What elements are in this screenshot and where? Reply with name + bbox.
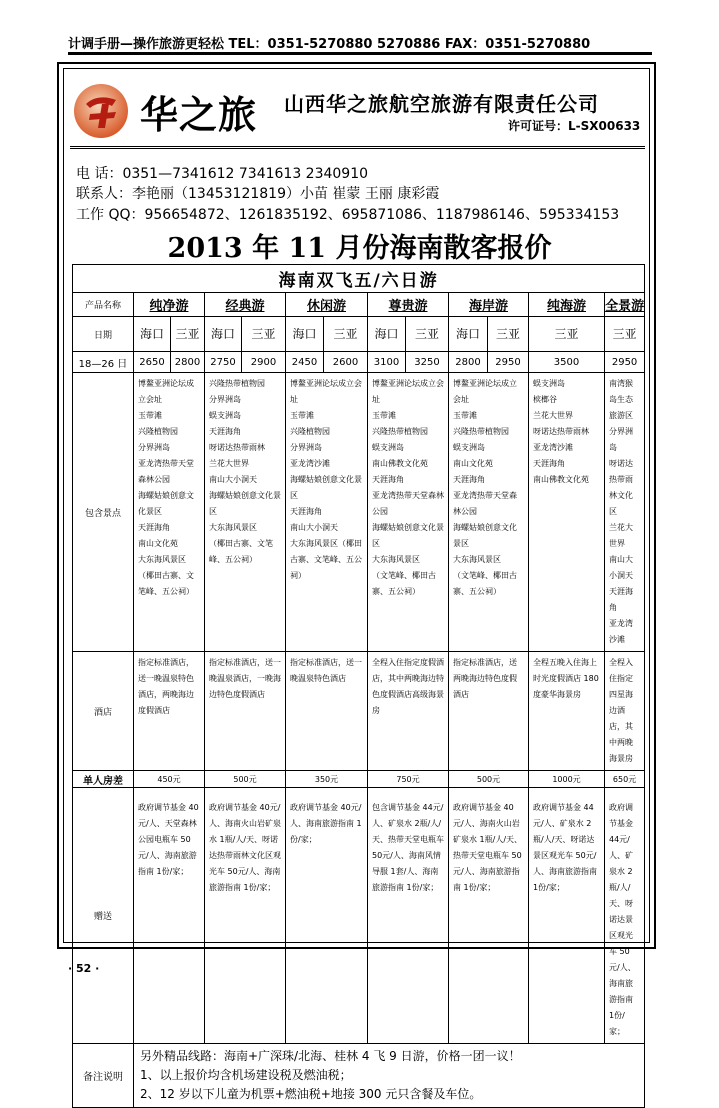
header-divider [70,146,645,149]
spot-item: 蜈支洲岛 [372,443,404,452]
brand-name: 华之旅 [140,92,258,137]
price-table [72,264,645,1108]
gift-info: 政府调节基金 44元/人、矿泉水 2瓶/人/天、呀诺达景区观光车 50元/人、海南旅游指南 1份/家； [605,788,645,1044]
label-notes: 备注说明 [73,1044,134,1108]
spot-item: 南山大小洞天 [290,523,338,532]
page-title: 2013 年 11 月份海南散客报价 [167,233,552,264]
company-logo-icon [72,82,130,140]
spot-item: 兰花大世界 [209,459,249,468]
product-name: 全景游 [605,293,645,317]
price-cell: 2450 [286,352,324,373]
spots-list [605,373,645,652]
label-single: 单人房差 [73,771,134,788]
gift-info: 政府调节基金 40元/人、海南火山岩矿泉水 1瓶/人/天、呀诺达热带雨林文化区观光车 50元/人、海南旅游指南 1份/家； [205,788,286,1044]
contact-qq: 工作 QQ：956654872、1261835192、695871086、1187986146、595334153 [76,207,620,223]
single-supplement: 500元 [205,771,286,788]
spot-item: 天涯海角 [609,587,633,612]
spot-item: 分界洲岛 [609,427,633,452]
product-name: 纯海游 [529,293,605,317]
spot-item: 南湾猴岛生态旅游区 [609,379,633,420]
single-supplement: 750元 [368,771,449,788]
spot-item: 玉带滩 [290,411,314,420]
spot-item: 亚龙湾沙滩 [290,459,330,468]
city-sanya: 三亚 [529,317,605,352]
city-haikou: 海口 [134,317,171,352]
price-cell: 2950 [605,352,645,373]
product-name: 尊贵游 [368,293,449,317]
label-product: 产品名称 [73,293,134,317]
note-line: 另外精品线路：海南+广深珠/北海、桂林 4 飞 9 日游，价格一团一议！ [140,1049,521,1063]
single-supplement: 650元 [605,771,645,788]
spot-item: 天涯海角 [453,475,485,484]
spot-item: 玉带滩 [372,411,396,420]
spot-item: 海螺姑娘创意文化景区 [372,523,444,548]
spot-item: （文笔峰、椰田古寨、五公祠） [453,571,517,596]
spot-item: 大东海风景区 [372,555,420,564]
spot-item: 南山大小洞天 [209,475,257,484]
label-gift: 赠送 [73,788,134,1044]
spot-item: 博鳌亚洲论坛成立会址 [453,379,517,404]
spot-item: 呀诺达热带雨林 [533,427,589,436]
spot-item: 兰花大世界 [609,523,633,548]
spot-item: 分界洲岛 [290,443,322,452]
city-sanya: 三亚 [242,317,286,352]
spot-item: 天涯海角 [372,475,404,484]
spot-item: 蜈支洲岛 [453,443,485,452]
spot-item: 天涯海角 [138,523,170,532]
spot-item: 亚龙湾热带天堂森林公园 [453,491,517,516]
city-haikou: 海口 [368,317,406,352]
spot-item: 亚龙湾热带天堂森林公园 [372,491,444,516]
single-supplement: 450元 [134,771,205,788]
spots-list [368,373,449,652]
spot-item: 天涯海角 [533,459,565,468]
spot-item: 海螺姑娘创意文化景区 [138,491,194,516]
city-sanya: 三亚 [605,317,645,352]
gift-info: 政府调节基金 40元/人、海南旅游指南 1份/家； [286,788,368,1044]
spot-item: 南山文化苑 [453,459,493,468]
note-line: 1、以上报价均含机场建设税及燃油税； [140,1068,352,1082]
price-cell: 2750 [205,352,242,373]
spot-item: 分界洲岛 [209,395,241,404]
spot-item: 兰花大世界 [533,411,573,420]
spot-item: 博鳌亚洲论坛成立会址 [290,379,362,404]
price-cell: 2900 [242,352,286,373]
spot-item: 天涯海角 [290,507,322,516]
price-cell: 3100 [368,352,406,373]
spot-item: 天涯海角 [209,427,241,436]
spots-list [205,373,286,652]
price-cell: 3250 [406,352,449,373]
spot-item: 兴隆热带植物园 [372,427,428,436]
spot-item: 蜈支洲岛 [533,379,565,388]
spots-list [529,373,605,652]
contact-phone: 电 话：0351—7341612 7341613 2340910 [76,166,369,182]
product-name: 纯净游 [134,293,205,317]
spot-item: （文笔峰、椰田古寨、五公祠） [372,571,436,596]
spot-item: 兴隆热带植物园 [453,427,509,436]
date-range: 18—26 日 [73,352,134,373]
license-number: 许可证号：L-SX00633 [508,119,641,133]
spot-item: 兴隆热带植物园 [209,379,265,388]
spots-list [286,373,368,652]
notes-block [134,1044,645,1108]
city-sanya: 三亚 [171,317,205,352]
city-sanya: 三亚 [406,317,449,352]
spot-item: 大东海风景区 [138,555,186,564]
spot-item: （椰田古寨、文笔峰、五公祠） [138,571,194,596]
spot-item: 南山文化苑 [138,539,178,548]
spot-item: 兴隆植物园 [290,427,330,436]
hotel-info: 指定标准酒店，送一晚温泉酒店，一晚海边特色度假酒店 [205,652,286,771]
price-cell: 2800 [171,352,205,373]
product-name: 经典游 [205,293,286,317]
spot-item: （椰田古寨、文笔峰、五公祠） [209,539,273,564]
spot-item: 分界洲岛 [138,443,170,452]
spot-item: 玉带滩 [138,411,162,420]
hotel-info: 指定标准酒店，送一晚温泉特色酒店，两晚海边度假酒店 [134,652,205,771]
gift-info: 政府调节基金 40元/人、天堂森林公园电瓶车 50元/人、海南旅游指南 1份/家； [134,788,205,1044]
spots-list [134,373,205,652]
top-header-bar [68,33,652,51]
city-sanya: 三亚 [488,317,529,352]
spot-item: 大东海风景区 [209,523,257,532]
spot-item: 海螺姑娘创意文化景区 [453,523,517,548]
spot-item: 海螺姑娘创意文化景区 [209,491,281,516]
city-sanya: 三亚 [324,317,368,352]
spot-item: 呀诺达热带雨林文化区 [609,459,633,516]
single-supplement: 350元 [286,771,368,788]
top-header-rule [68,52,652,55]
spot-item: 槟榔谷 [533,395,557,404]
spots-list [449,373,529,652]
hotel-info: 全程入住指定四星海边酒店，其中两晚海景房 [605,652,645,771]
price-cell: 2800 [449,352,488,373]
spot-item: 博鳌亚洲论坛成立会址 [372,379,444,404]
contact-people: 联系人：李艳丽（13453121819）小苗 崔蒙 王丽 康彩霞 [76,186,440,202]
note-line: 2、12 岁以下儿童为机票+燃油税+地接 300 元只含餐及车位。 [140,1087,482,1101]
gift-info: 政府调节基金 44元/人、矿泉水 2瓶/人/天、呀诺达景区观光车 50元/人、海南旅游指南 1份/家； [529,788,605,1044]
spot-item: 亚龙湾沙滩 [533,443,573,452]
label-spots: 包含景点 [73,373,134,652]
label-hotel: 酒店 [73,652,134,771]
spot-item: 大东海风景区（椰田古寨、文笔峰、五公祠） [290,539,362,580]
spot-item: 呀诺达热带雨林 [209,443,265,452]
price-cell: 3500 [529,352,605,373]
spot-item: 亚龙湾沙滩 [609,619,633,644]
price-cell: 2950 [488,352,529,373]
single-supplement: 1000元 [529,771,605,788]
spot-item: 蜈支洲岛 [209,411,241,420]
spot-item: 博鳌亚洲论坛成立会址 [138,379,194,404]
hotel-info: 全程五晚入住海上时光度假酒店 180度豪华海景房 [529,652,605,771]
spot-item: 南山大小洞天 [609,555,633,580]
hotel-info: 指定标准酒店，送两晚海边特色度假酒店 [449,652,529,771]
spot-item: 亚龙湾热带天堂森林公园 [138,459,194,484]
label-date: 日期 [73,317,134,352]
company-name: 山西华之旅航空旅游有限责任公司 [284,92,599,116]
gift-info: 政府调节基金 40元/人、海南火山岩矿泉水 1瓶/人/天、热带天堂电瓶车 50元/人、海南旅游指南 1份/家； [449,788,529,1044]
city-haikou: 海口 [205,317,242,352]
spot-item: 兴隆植物园 [138,427,178,436]
city-haikou: 海口 [286,317,324,352]
spot-item: 南山佛教文化苑 [533,475,589,484]
single-supplement: 500元 [449,771,529,788]
hotel-info: 指定标准酒店，送一晚温泉特色酒店 [286,652,368,771]
spot-item: 玉带滩 [453,411,477,420]
spot-item: 南山佛教文化苑 [372,459,428,468]
page-number: · 52 · [68,962,100,975]
spot-item: 海螺姑娘创意文化景区 [290,475,362,500]
top-header-text: 计调手册—操作旅游更轻松 TEL：0351-5270880 5270886 FAX：0351-5270880 [68,37,591,52]
product-name: 海岸游 [449,293,529,317]
spot-item: 大东海风景区 [453,555,501,564]
table-caption: 海南双飞五/六日游 [73,265,645,293]
hotel-info: 全程入住指定度假酒店，其中两晚海边特色度假酒店高级海景房 [368,652,449,771]
product-name: 休闲游 [286,293,368,317]
city-haikou: 海口 [449,317,488,352]
price-cell: 2650 [134,352,171,373]
price-cell: 2600 [324,352,368,373]
gift-info: 包含调节基金 44元/人、矿泉水 2瓶/人/天、热带天堂电瓶车 50元/人、海南风情导服 1套/人、海南旅游指南 1份/家； [368,788,449,1044]
